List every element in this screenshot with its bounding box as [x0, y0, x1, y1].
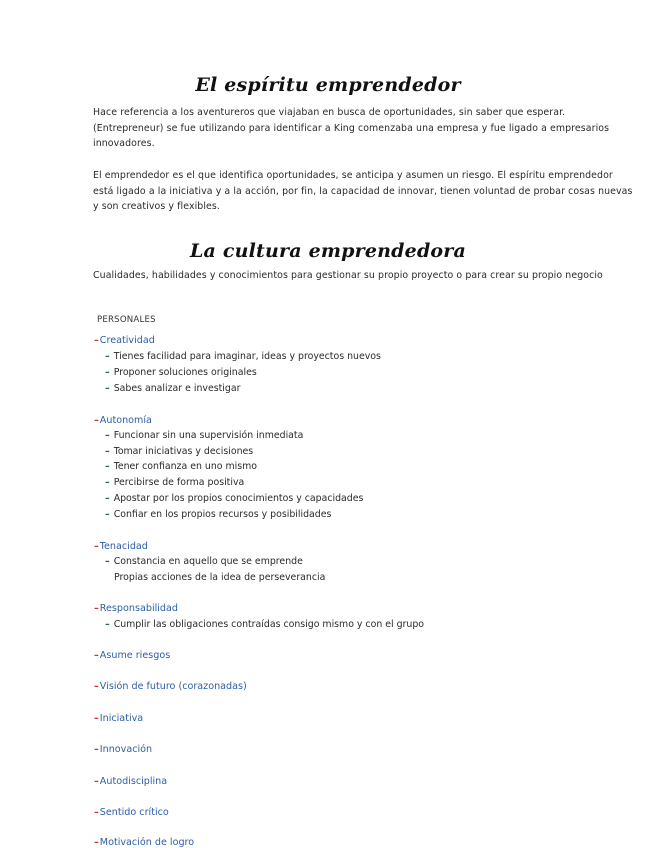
dash-marker: –: [94, 776, 99, 787]
heading-creatividad: [94, 335, 155, 346]
item-text: Tener confianza en uno mismo: [113, 461, 257, 472]
list-item: [105, 383, 240, 394]
heading-label: Tenacidad: [99, 541, 148, 552]
list-item: [105, 351, 381, 362]
heading-label: Innovación: [99, 744, 153, 755]
item-text: Tienes facilidad para imaginar, ideas y proyectos nuevos: [113, 351, 381, 362]
heading-iniciativa: [94, 713, 143, 724]
paragraph-cualidades: Cualidades, habilidades y conocimientos para gestionar su propio proyecto o para crear su propio negocio: [93, 270, 603, 281]
heading-label: Creatividad: [99, 335, 155, 346]
heading-sentido-critico: [94, 807, 169, 818]
dash-marker: –: [105, 367, 110, 378]
list-item: [105, 556, 303, 567]
heading-autodisciplina: [94, 776, 167, 787]
list-item: [105, 367, 257, 378]
dash-marker: –: [105, 430, 110, 441]
dash-marker: –: [105, 461, 110, 472]
dash-marker: –: [94, 415, 99, 426]
list-item: [105, 477, 244, 488]
item-text: Sabes analizar e investigar: [113, 383, 241, 394]
dash-marker: –: [94, 681, 99, 692]
dash-marker: –: [105, 509, 110, 520]
heading-innovacion: [94, 744, 152, 755]
item-text: Tomar iniciativas y decisiones: [113, 446, 254, 457]
paragraph-emprendedor: El emprendedor es el que identifica oportunidades, se anticipa y asumen un riesgo. El espíritu emprendedor está ligado a la iniciativa y a la acción, por fin, la capacidad de innovar, tienen voluntad de probar cosas nuevas y son creativos y flexibles.: [93, 170, 633, 213]
item-text: Proponer soluciones originales: [113, 367, 257, 378]
dash-marker: –: [105, 619, 110, 630]
heading-motivacion-de-logro: [94, 837, 194, 848]
dash-marker: –: [105, 446, 110, 457]
list-item: [105, 430, 303, 441]
dash-marker: –: [105, 477, 110, 488]
heading-autonomia: [94, 415, 152, 426]
item-continuation: Propias acciones de la idea de perseverancia: [114, 572, 326, 583]
heading-responsabilidad: [94, 603, 178, 614]
list-item: [105, 446, 253, 457]
dash-marker: –: [94, 541, 99, 552]
dash-marker: –: [94, 744, 99, 755]
dash-marker: –: [105, 493, 110, 504]
item-text: Apostar por los propios conocimientos y capacidades: [113, 493, 364, 504]
heading-label: Asume riesgos: [99, 650, 171, 661]
heading-label: Motivación de logro: [99, 837, 195, 848]
dash-marker: –: [105, 383, 110, 394]
heading-label: Visión de futuro (corazonadas): [99, 681, 247, 692]
heading-label: Autonomía: [99, 415, 152, 426]
dash-marker: –: [94, 807, 99, 818]
heading-tenacidad: [94, 541, 148, 552]
heading-label: Iniciativa: [99, 713, 144, 724]
heading-label: Sentido crítico: [99, 807, 169, 818]
item-text: Funcionar sin una supervisión inmediata: [113, 430, 304, 441]
heading-label: Responsabilidad: [99, 603, 178, 614]
dash-marker: –: [94, 335, 99, 346]
heading-asume-riesgos: [94, 650, 170, 661]
dash-marker: –: [105, 351, 110, 362]
dash-marker: –: [94, 837, 99, 848]
section-label-personales: PERSONALES: [97, 315, 156, 325]
heading-label: Autodisciplina: [99, 776, 168, 787]
title-espiritu-emprendedor: El espíritu emprendedor: [195, 74, 461, 96]
list-item: [105, 493, 363, 504]
list-item: [105, 461, 257, 472]
item-text: Cumplir las obligaciones contraídas consigo mismo y con el grupo: [113, 619, 425, 630]
list-item: [105, 509, 331, 520]
title-cultura-emprendedora: La cultura emprendedora: [189, 240, 467, 262]
dash-marker: –: [94, 713, 99, 724]
heading-vision-de-futuro: [94, 681, 247, 692]
paragraph-definition: Hace referencia a los aventureros que viajaban en busca de oportunidades, sin saber que esperar. (Entrepreneur) se fue utilizando para identificar a King comenzaba una empresa y fue ligado a empresarios innovadores.: [93, 107, 610, 150]
item-text: Constancia en aquello que se emprende: [113, 556, 303, 567]
item-text: Percibirse de forma positiva: [113, 477, 245, 488]
dash-marker: –: [94, 603, 99, 614]
list-item: [105, 619, 424, 630]
item-text: Confiar en los propios recursos y posibilidades: [113, 509, 332, 520]
dash-marker: –: [105, 556, 110, 567]
dash-marker: –: [94, 650, 99, 661]
